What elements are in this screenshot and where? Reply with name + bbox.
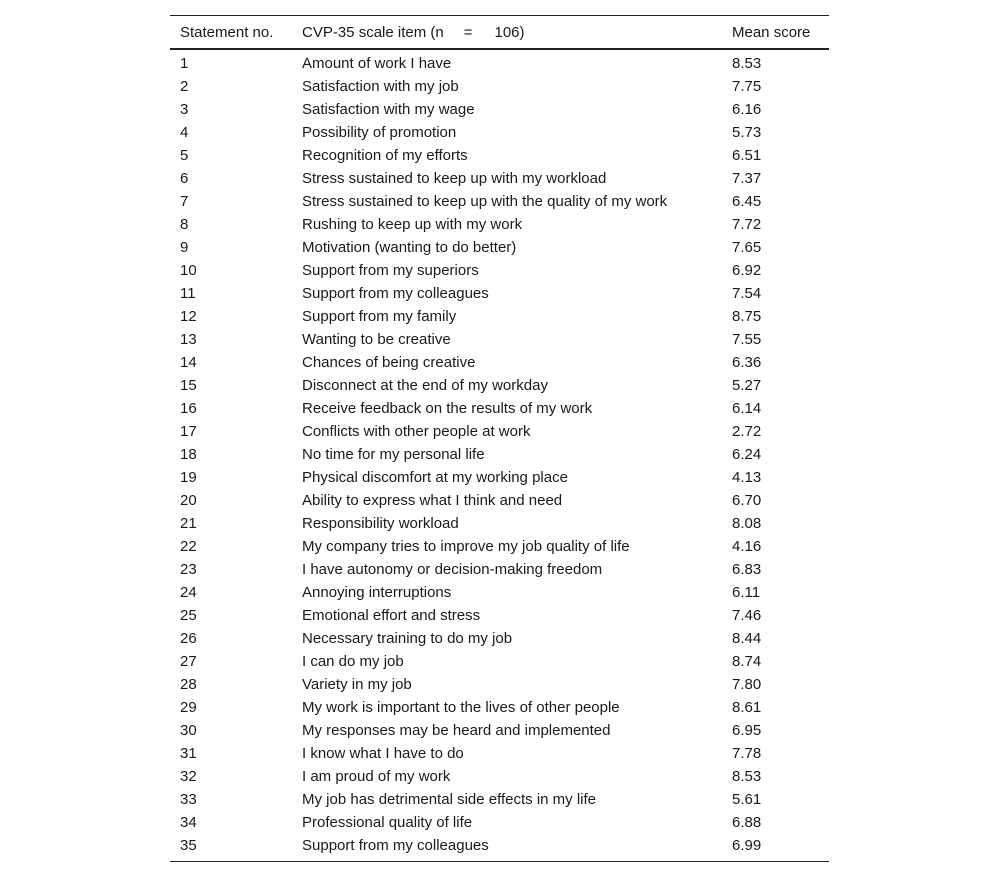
statement-no-cell: 9: [180, 239, 189, 256]
statement-no-cell: 31: [180, 745, 197, 762]
table-row: [170, 811, 829, 834]
table-row: [170, 558, 829, 581]
mean-score-cell: 6.70: [732, 492, 762, 509]
scale-item-cell: Conflicts with other people at work: [302, 423, 531, 440]
statement-no-cell: 10: [180, 262, 197, 279]
scale-item-cell: I have autonomy or decision-making freedom: [302, 561, 603, 578]
mean-score-cell: 6.51: [732, 147, 762, 164]
table-row: [170, 834, 829, 862]
table-row: [170, 443, 829, 466]
mean-score-cell: 2.72: [732, 423, 762, 440]
mean-score-cell: 8.75: [732, 308, 762, 325]
mean-score-cell: 8.44: [732, 630, 762, 647]
scale-item-cell: Variety in my job: [302, 676, 412, 693]
table-row: [170, 236, 829, 259]
table-row: [170, 627, 829, 650]
mean-score-cell: 7.54: [732, 285, 762, 302]
scale-item-cell: Disconnect at the end of my workday: [302, 377, 548, 394]
table-row: [170, 351, 829, 374]
mean-score-cell: 7.78: [732, 745, 762, 762]
cvp35-table-container: [170, 15, 829, 862]
statement-no-cell: 24: [180, 584, 197, 601]
scale-item-cell: Necessary training to do my job: [302, 630, 513, 647]
header-statement-no: Statement no.: [180, 23, 274, 41]
table-row: [170, 167, 829, 190]
table-row: [170, 259, 829, 282]
mean-score-cell: 8.53: [732, 768, 762, 785]
mean-score-cell: 6.16: [732, 101, 762, 118]
mean-score-cell: 6.99: [732, 837, 762, 854]
statement-no-cell: 25: [180, 607, 197, 624]
header-mean-score: Mean score: [732, 23, 811, 41]
table-row: [170, 788, 829, 811]
scale-item-cell: Amount of work I have: [302, 55, 452, 72]
table-row: [170, 397, 829, 420]
statement-no-cell: 19: [180, 469, 197, 486]
mean-score-cell: 7.46: [732, 607, 762, 624]
scale-item-cell: Physical discomfort at my working place: [302, 469, 568, 486]
scale-item-cell: My work is important to the lives of other people: [302, 699, 620, 716]
scale-item-cell: Satisfaction with my wage: [302, 101, 475, 118]
table-row: [170, 49, 829, 75]
table-row: [170, 374, 829, 397]
statement-no-cell: 28: [180, 676, 197, 693]
scale-item-cell: I can do my job: [302, 653, 404, 670]
scale-item-cell: Professional quality of life: [302, 814, 473, 831]
table-row: [170, 535, 829, 558]
mean-score-cell: 8.08: [732, 515, 762, 532]
scale-item-cell: My responses may be heard and implemented: [302, 722, 611, 739]
statement-no-cell: 2: [180, 78, 189, 95]
statement-no-cell: 23: [180, 561, 197, 578]
mean-score-cell: 5.27: [732, 377, 762, 394]
statement-no-cell: 6: [180, 170, 189, 187]
scale-item-cell: I am proud of my work: [302, 768, 451, 785]
table-row: [170, 75, 829, 98]
statement-no-cell: 15: [180, 377, 197, 394]
statement-no-cell: 13: [180, 331, 197, 348]
scale-item-cell: Responsibility workload: [302, 515, 459, 532]
statement-no-cell: 12: [180, 308, 197, 325]
statement-no-cell: 35: [180, 837, 197, 854]
statement-no-cell: 18: [180, 446, 197, 463]
mean-score-cell: 5.73: [732, 124, 762, 141]
statement-no-cell: 26: [180, 630, 197, 647]
statement-no-cell: 8: [180, 216, 189, 233]
table-row: [170, 650, 829, 673]
statement-no-cell: 14: [180, 354, 197, 371]
statement-no-cell: 29: [180, 699, 197, 716]
scale-item-cell: Recognition of my efforts: [302, 147, 468, 164]
table-row: [170, 190, 829, 213]
mean-score-cell: 5.61: [732, 791, 762, 808]
scale-item-cell: Wanting to be creative: [302, 331, 451, 348]
statement-no-cell: 30: [180, 722, 197, 739]
mean-score-cell: 8.74: [732, 653, 762, 670]
table-row: [170, 282, 829, 305]
table-row: [170, 765, 829, 788]
mean-score-cell: 4.13: [732, 469, 762, 486]
table-row: [170, 512, 829, 535]
scale-item-cell: Annoying interruptions: [302, 584, 452, 601]
table-row: [170, 696, 829, 719]
mean-score-cell: 7.80: [732, 676, 762, 693]
table-row: [170, 466, 829, 489]
mean-score-cell: 6.92: [732, 262, 762, 279]
table-row: [170, 420, 829, 443]
mean-score-cell: 6.95: [732, 722, 762, 739]
table-row: [170, 742, 829, 765]
mean-score-cell: 7.72: [732, 216, 762, 233]
scale-item-cell: Stress sustained to keep up with the quality of my work: [302, 193, 668, 210]
mean-score-cell: 6.11: [732, 584, 761, 601]
scale-item-cell: Ability to express what I think and need: [302, 492, 563, 509]
scale-item-cell: Receive feedback on the results of my work: [302, 400, 593, 417]
statement-no-cell: 20: [180, 492, 197, 509]
table-row: [170, 719, 829, 742]
table-row: [170, 328, 829, 351]
statement-no-cell: 21: [180, 515, 197, 532]
table-body: [170, 49, 829, 862]
header-item-eq: =: [463, 23, 473, 41]
scale-item-cell: Chances of being creative: [302, 354, 476, 371]
statement-no-cell: 7: [180, 193, 189, 210]
statement-no-cell: 11: [180, 285, 196, 302]
header-item-prefix: CVP-35 scale item (n: [302, 23, 444, 41]
mean-score-cell: 6.45: [732, 193, 762, 210]
header-row: [170, 16, 829, 50]
table-header: [170, 16, 829, 50]
scale-item-cell: My company tries to improve my job quality of life: [302, 538, 630, 555]
scale-item-cell: I know what I have to do: [302, 745, 464, 762]
header-scale-item: [302, 16, 722, 50]
mean-score-cell: 6.24: [732, 446, 762, 463]
mean-score-cell: 7.37: [732, 170, 762, 187]
table-row: [170, 673, 829, 696]
statement-no-cell: 32: [180, 768, 197, 785]
mean-score-cell: 6.88: [732, 814, 762, 831]
scale-item-cell: Support from my colleagues: [302, 837, 489, 854]
mean-score-cell: 6.36: [732, 354, 762, 371]
scale-item-cell: Possibility of promotion: [302, 124, 457, 141]
statement-no-cell: 33: [180, 791, 197, 808]
scale-item-cell: My job has detrimental side effects in my life: [302, 791, 597, 808]
table-row: [170, 604, 829, 627]
table-row: [170, 489, 829, 512]
statement-no-cell: 22: [180, 538, 197, 555]
table-row: [170, 144, 829, 167]
scale-item-cell: Satisfaction with my job: [302, 78, 459, 95]
statement-no-cell: 4: [180, 124, 189, 141]
statement-no-cell: 1: [180, 55, 189, 72]
scale-item-cell: Support from my colleagues: [302, 285, 489, 302]
scale-item-cell: Support from my superiors: [302, 262, 479, 279]
table-row: [170, 305, 829, 328]
mean-score-cell: 6.14: [732, 400, 762, 417]
scale-item-cell: Motivation (wanting to do better): [302, 239, 517, 256]
mean-score-cell: 7.55: [732, 331, 762, 348]
scale-item-cell: Rushing to keep up with my work: [302, 216, 523, 233]
statement-no-cell: 17: [180, 423, 197, 440]
header-item-n: 106): [494, 23, 525, 41]
mean-score-cell: 7.65: [732, 239, 762, 256]
mean-score-cell: 6.83: [732, 561, 762, 578]
statement-no-cell: 34: [180, 814, 197, 831]
cvp35-scale-table: [170, 15, 829, 862]
mean-score-cell: 8.53: [732, 55, 762, 72]
statement-no-cell: 3: [180, 101, 189, 118]
mean-score-cell: 7.75: [732, 78, 762, 95]
scale-item-cell: No time for my personal life: [302, 446, 485, 463]
scale-item-cell: Emotional effort and stress: [302, 607, 481, 624]
scale-item-cell: Stress sustained to keep up with my workload: [302, 170, 607, 187]
table-row: [170, 121, 829, 144]
table-row: [170, 98, 829, 121]
table-row: [170, 581, 829, 604]
mean-score-cell: 4.16: [732, 538, 762, 555]
table-row: [170, 213, 829, 236]
statement-no-cell: 27: [180, 653, 197, 670]
scale-item-cell: Support from my family: [302, 308, 457, 325]
mean-score-cell: 8.61: [732, 699, 762, 716]
statement-no-cell: 16: [180, 400, 197, 417]
statement-no-cell: 5: [180, 147, 189, 164]
